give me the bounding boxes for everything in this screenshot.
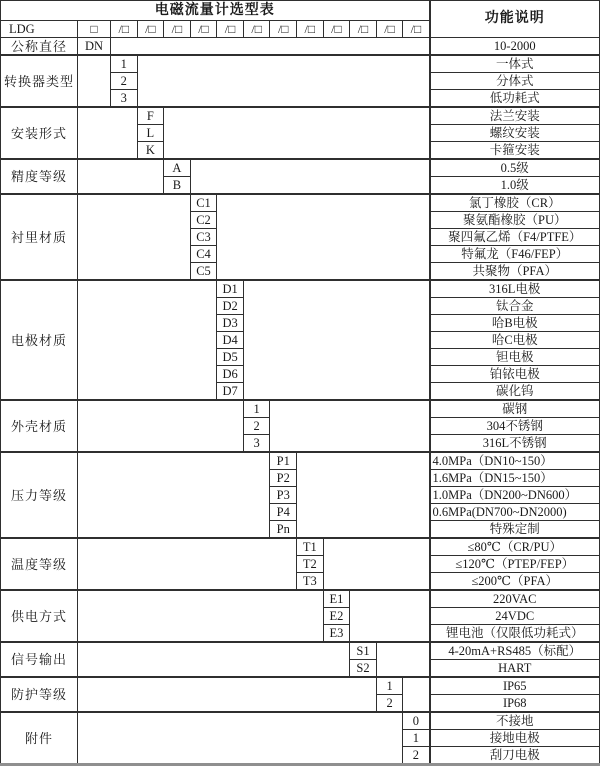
code-cell: T1 [297, 538, 324, 556]
spacer-cell [376, 642, 429, 677]
code-cell: A [164, 159, 191, 177]
code-cell: D1 [217, 280, 244, 298]
code-cell: D7 [217, 383, 244, 401]
desc-cell: 铂铱电极 [430, 366, 600, 383]
diameter-code-cell: DN [78, 38, 111, 56]
code-cell: E1 [323, 590, 350, 608]
desc-cell: IP68 [430, 695, 600, 713]
desc-cell: 低功耗式 [430, 90, 600, 108]
desc-cell: 304不锈钢 [430, 418, 600, 435]
desc-cell: 哈B电极 [430, 315, 600, 332]
desc-cell: 0.5级 [430, 159, 600, 177]
code-cell: P2 [270, 470, 297, 487]
code-cell: 1 [376, 677, 403, 695]
diameter-label-cell: 公称直径 [1, 38, 78, 56]
spacer-cell [78, 642, 350, 677]
code-cell: 2 [111, 73, 138, 90]
model-segment-cell: /□ [111, 21, 138, 38]
desc-cell: 碳钢 [430, 400, 600, 418]
spacer-cell [164, 107, 430, 159]
group-label-cell: 安装形式 [1, 107, 78, 159]
code-cell: 2 [243, 418, 270, 435]
spacer-cell [78, 55, 111, 107]
desc-cell: 卡箍安装 [430, 142, 600, 160]
desc-cell: HART [430, 660, 600, 678]
model-segment-cell: /□ [190, 21, 217, 38]
code-cell: 2 [376, 695, 403, 713]
code-cell: P1 [270, 452, 297, 470]
group-label-cell: 电极材质 [1, 280, 78, 400]
model-segment-cell: /□ [164, 21, 191, 38]
desc-cell: 316L不锈钢 [430, 435, 600, 453]
spacer-cell [350, 590, 430, 642]
code-cell: 1 [111, 55, 138, 73]
spacer-cell [403, 677, 430, 712]
model-segment-cell: /□ [217, 21, 244, 38]
spacer-cell [78, 590, 324, 642]
model-segment-cell: /□ [243, 21, 270, 38]
desc-cell: 316L电极 [430, 280, 600, 298]
model-segment-cell: /□ [270, 21, 297, 38]
desc-cell: 钽电极 [430, 349, 600, 366]
spacer-cell [243, 280, 429, 400]
desc-cell: 氯丁橡胶（CR） [430, 194, 600, 212]
group-label-cell: 信号输出 [1, 642, 78, 677]
desc-cell: 碳化钨 [430, 383, 600, 401]
code-cell: Pn [270, 521, 297, 539]
spacer-cell [297, 452, 430, 538]
code-cell: F [137, 107, 164, 125]
code-cell: D5 [217, 349, 244, 366]
spacer-cell [190, 159, 429, 194]
desc-cell: 钛合金 [430, 298, 600, 315]
code-cell: E2 [323, 608, 350, 625]
code-cell: S1 [350, 642, 377, 660]
model-segment-cell: /□ [297, 21, 324, 38]
spacer-cell [78, 194, 191, 280]
spacer-cell [78, 538, 297, 590]
code-cell: 2 [403, 747, 430, 765]
spacer-cell [323, 538, 429, 590]
diameter-row [1, 38, 600, 56]
group-row [1, 538, 600, 556]
group-row [1, 590, 600, 608]
group-row [1, 194, 600, 212]
group-row [1, 159, 600, 177]
code-cell: 0 [403, 712, 430, 730]
group-label-cell: 压力等级 [1, 452, 78, 538]
code-cell: K [137, 142, 164, 160]
desc-cell: 螺纹安装 [430, 125, 600, 142]
code-cell: C4 [190, 246, 217, 263]
code-cell: S2 [350, 660, 377, 678]
function-column-header: 功能说明 [430, 1, 600, 38]
group-row [1, 280, 600, 298]
group-label-cell: 精度等级 [1, 159, 78, 194]
code-cell: T3 [297, 573, 324, 591]
desc-cell: 1.0级 [430, 177, 600, 195]
group-row [1, 55, 600, 73]
code-cell: 3 [111, 90, 138, 108]
group-row [1, 677, 600, 695]
desc-cell: ≤200℃（PFA） [430, 573, 600, 591]
desc-cell: 0.6MPa(DN700~DN2000) [430, 504, 600, 521]
spacer-cell [78, 159, 164, 194]
desc-cell: 一体式 [430, 55, 600, 73]
code-cell: C3 [190, 229, 217, 246]
group-label-cell: 外壳材质 [1, 400, 78, 452]
desc-cell: ≤80℃（CR/PU） [430, 538, 600, 556]
code-cell: D3 [217, 315, 244, 332]
diameter-desc-cell: 10-2000 [430, 38, 600, 56]
title-row [1, 1, 600, 21]
desc-cell: 4-20mA+RS485（标配） [430, 642, 600, 660]
desc-cell: 法兰安装 [430, 107, 600, 125]
model-prefix-cell: LDG [1, 21, 78, 38]
desc-cell: 聚四氟乙烯（F4/PTFE） [430, 229, 600, 246]
group-label-cell: 温度等级 [1, 538, 78, 590]
group-label-cell: 衬里材质 [1, 194, 78, 280]
group-label-cell: 转换器类型 [1, 55, 78, 107]
code-cell: E3 [323, 625, 350, 643]
spacer-cell [137, 55, 429, 107]
group-label-cell: 供电方式 [1, 590, 78, 642]
model-segment-cell: /□ [376, 21, 403, 38]
desc-cell: 不接地 [430, 712, 600, 730]
code-cell: D6 [217, 366, 244, 383]
code-cell: D4 [217, 332, 244, 349]
spacer-cell [217, 194, 430, 280]
desc-cell: 刮刀电极 [430, 747, 600, 765]
desc-cell: 1.0MPa（DN200~DN600） [430, 487, 600, 504]
desc-cell: 聚氨酯橡胶（PU） [430, 212, 600, 229]
spacer-cell [78, 712, 403, 765]
desc-cell: ≤120℃（PTEP/FEP） [430, 556, 600, 573]
model-segment-cell: /□ [323, 21, 350, 38]
spacer-cell [270, 400, 430, 452]
group-row [1, 107, 600, 125]
desc-cell: 特氟龙（F46/FEP） [430, 246, 600, 263]
page-title: 电磁流量计选型表 [1, 1, 430, 21]
group-row [1, 400, 600, 418]
desc-cell: 24VDC [430, 608, 600, 625]
desc-cell: 接地电极 [430, 730, 600, 747]
code-cell: B [164, 177, 191, 195]
desc-cell: 哈C电极 [430, 332, 600, 349]
code-cell: 1 [403, 730, 430, 747]
model-segment-cell: /□ [350, 21, 377, 38]
code-cell: D2 [217, 298, 244, 315]
code-cell: C2 [190, 212, 217, 229]
spacer-cell [78, 280, 217, 400]
desc-cell: 共聚物（PFA） [430, 263, 600, 281]
code-cell: P4 [270, 504, 297, 521]
model-segment-cell: /□ [403, 21, 430, 38]
group-row [1, 452, 600, 470]
desc-cell: 锂电池（仅限低功耗式） [430, 625, 600, 643]
group-label-cell: 附件 [1, 712, 78, 765]
spacer-cell [78, 677, 377, 712]
group-label-cell: 防护等级 [1, 677, 78, 712]
desc-cell: 分体式 [430, 73, 600, 90]
desc-cell: IP65 [430, 677, 600, 695]
group-row [1, 712, 600, 730]
code-cell: 3 [243, 435, 270, 453]
model-segment-cell: /□ [137, 21, 164, 38]
code-cell: L [137, 125, 164, 142]
code-cell: T2 [297, 556, 324, 573]
group-row [1, 642, 600, 660]
desc-cell: 特殊定制 [430, 521, 600, 539]
spacer-cell [111, 38, 430, 56]
code-cell: 1 [243, 400, 270, 418]
desc-cell: 220VAC [430, 590, 600, 608]
model-base-slot-cell: □ [78, 21, 111, 38]
code-cell: C1 [190, 194, 217, 212]
spacer-cell [78, 452, 270, 538]
spacer-cell [78, 107, 138, 159]
desc-cell: 1.6MPa（DN15~150） [430, 470, 600, 487]
desc-cell: 4.0MPa（DN10~150） [430, 452, 600, 470]
code-cell: C5 [190, 263, 217, 281]
code-cell: P3 [270, 487, 297, 504]
spacer-cell [78, 400, 244, 452]
